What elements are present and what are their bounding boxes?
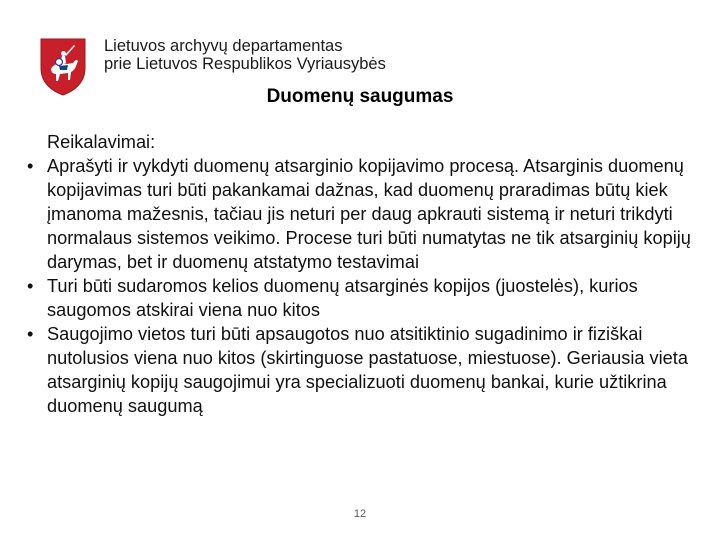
requirements-label: Reikalavimai:: [47, 132, 156, 152]
list-item: [24, 322, 694, 418]
bullet-glyph: •: [27, 324, 34, 344]
list-item: [24, 274, 694, 322]
bullet-glyph: •: [27, 276, 34, 296]
list-item-text: Turi būti sudaromos kelios duomenų atsarginės kopijos (juostelės), kurios saugomos atskirai viena nuo kitos: [47, 276, 638, 320]
org-line-1: Lietuvos archyvų departamentas: [104, 37, 343, 55]
list-item: [24, 154, 694, 274]
bullet-glyph: •: [27, 156, 34, 176]
list-item-text: Saugojimo vietos turi būti apsaugotos nuo atsitiktinio sugadinimo ir fiziškai nutolusios viena nuo kitos (skirtinguose pastatuose, miestuose). Geriausia vieta atsarginių kopijų saugojimui yra specializuoti duomenų bankai, kurie užtikrina duomenų saugumą: [47, 324, 688, 416]
slide-body: [24, 130, 694, 418]
slide-title: Duomenų saugumas: [266, 86, 454, 107]
page-number: 12: [353, 508, 367, 520]
list-item-text: Aprašyti ir vykdyti duomenų atsarginio kopijavimo procesą. Atsarginis duomenų kopijavimas turi būti pakankamai dažnas, kad duomenų praradimas būtų kiek įmanoma mažesnis, tačiau jis neturi per daug apkrauti sistemą ir neturi trikdyti normalaus sistemos veikimo. Procese turi būti numatytas ne tik atsarginių kopijų darymas, bet ir duomenų atstatymo testavimai: [47, 156, 691, 272]
requirements-list: [24, 154, 694, 418]
org-line-2: prie Lietuvos Respublikos Vyriausybės: [104, 55, 386, 73]
organization-name: [104, 37, 386, 73]
